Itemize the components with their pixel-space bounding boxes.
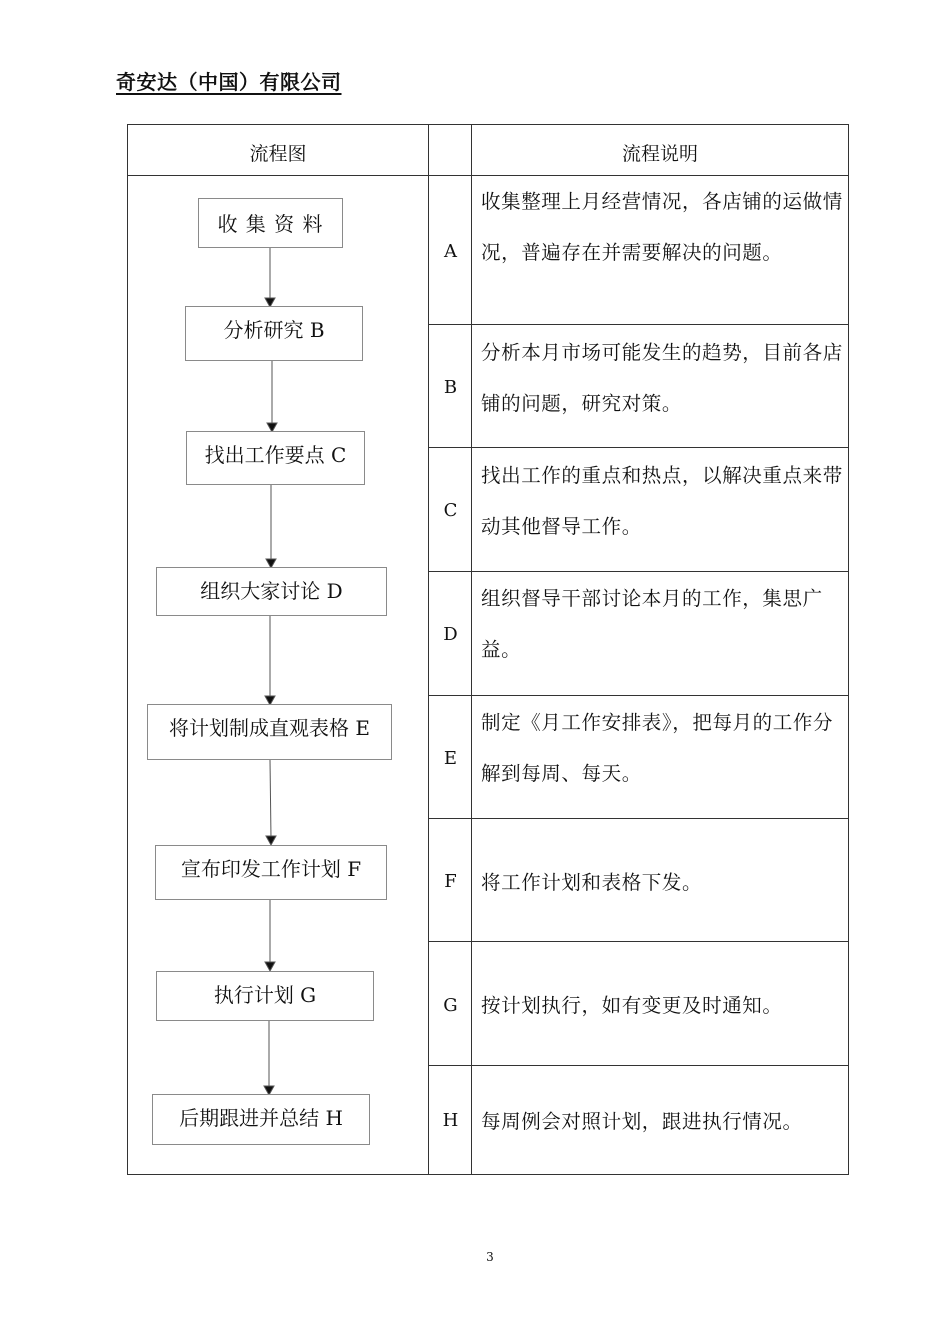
step-description-f: 将工作计划和表格下发。 bbox=[481, 871, 703, 894]
header-flowchart: 流程图 bbox=[249, 143, 307, 165]
step-description-c: 找出工作的重点和热点，以解决重点来带动其他督导工作。 bbox=[481, 464, 843, 538]
flow-box-make-table: 将计划制成直观表格 E bbox=[147, 704, 392, 760]
flow-box-collect-data: 收 集 资 料 bbox=[198, 198, 343, 248]
step-letter-f: F bbox=[444, 871, 457, 892]
step-description-g: 按计划执行，如有变更及时通知。 bbox=[481, 994, 783, 1017]
header-description: 流程说明 bbox=[621, 143, 698, 165]
step-letter-e: E bbox=[443, 748, 458, 769]
step-description-b: 分析本月市场可能发生的趋势，目前各店铺的问题，研究对策。 bbox=[481, 341, 843, 415]
step-letter-b: B bbox=[443, 377, 458, 398]
flow-box-publish-plan: 宣布印发工作计划 F bbox=[155, 845, 387, 900]
flow-box-discuss: 组织大家讨论 D bbox=[156, 567, 387, 616]
step-letter-g: G bbox=[443, 995, 458, 1016]
company-name: 奇安达（中国）有限公司 bbox=[116, 70, 342, 94]
step-description-e: 制定《月工作安排表》，把每月的工作分解到每周、每天。 bbox=[481, 711, 834, 785]
step-description-a: 收集整理上月经营情况，各店铺的运做情况，普遍存在并需要解决的问题。 bbox=[481, 190, 843, 264]
step-letter-a: A bbox=[444, 241, 457, 262]
flow-box-key-points: 找出工作要点 C bbox=[186, 431, 365, 485]
step-description-h: 每周例会对照计划，跟进执行情况。 bbox=[481, 1110, 803, 1133]
page-number: 3 bbox=[486, 1250, 494, 1264]
step-letter-d: D bbox=[443, 624, 458, 645]
flow-box-execute: 执行计划 G bbox=[156, 971, 374, 1021]
step-letter-h: H bbox=[442, 1110, 459, 1131]
flow-box-analyze: 分析研究 B bbox=[185, 306, 363, 361]
step-letter-c: C bbox=[443, 500, 458, 521]
flow-box-follow-up: 后期跟进并总结 H bbox=[152, 1094, 370, 1145]
step-description-d: 组织督导干部讨论本月的工作，集思广益。 bbox=[481, 587, 823, 661]
